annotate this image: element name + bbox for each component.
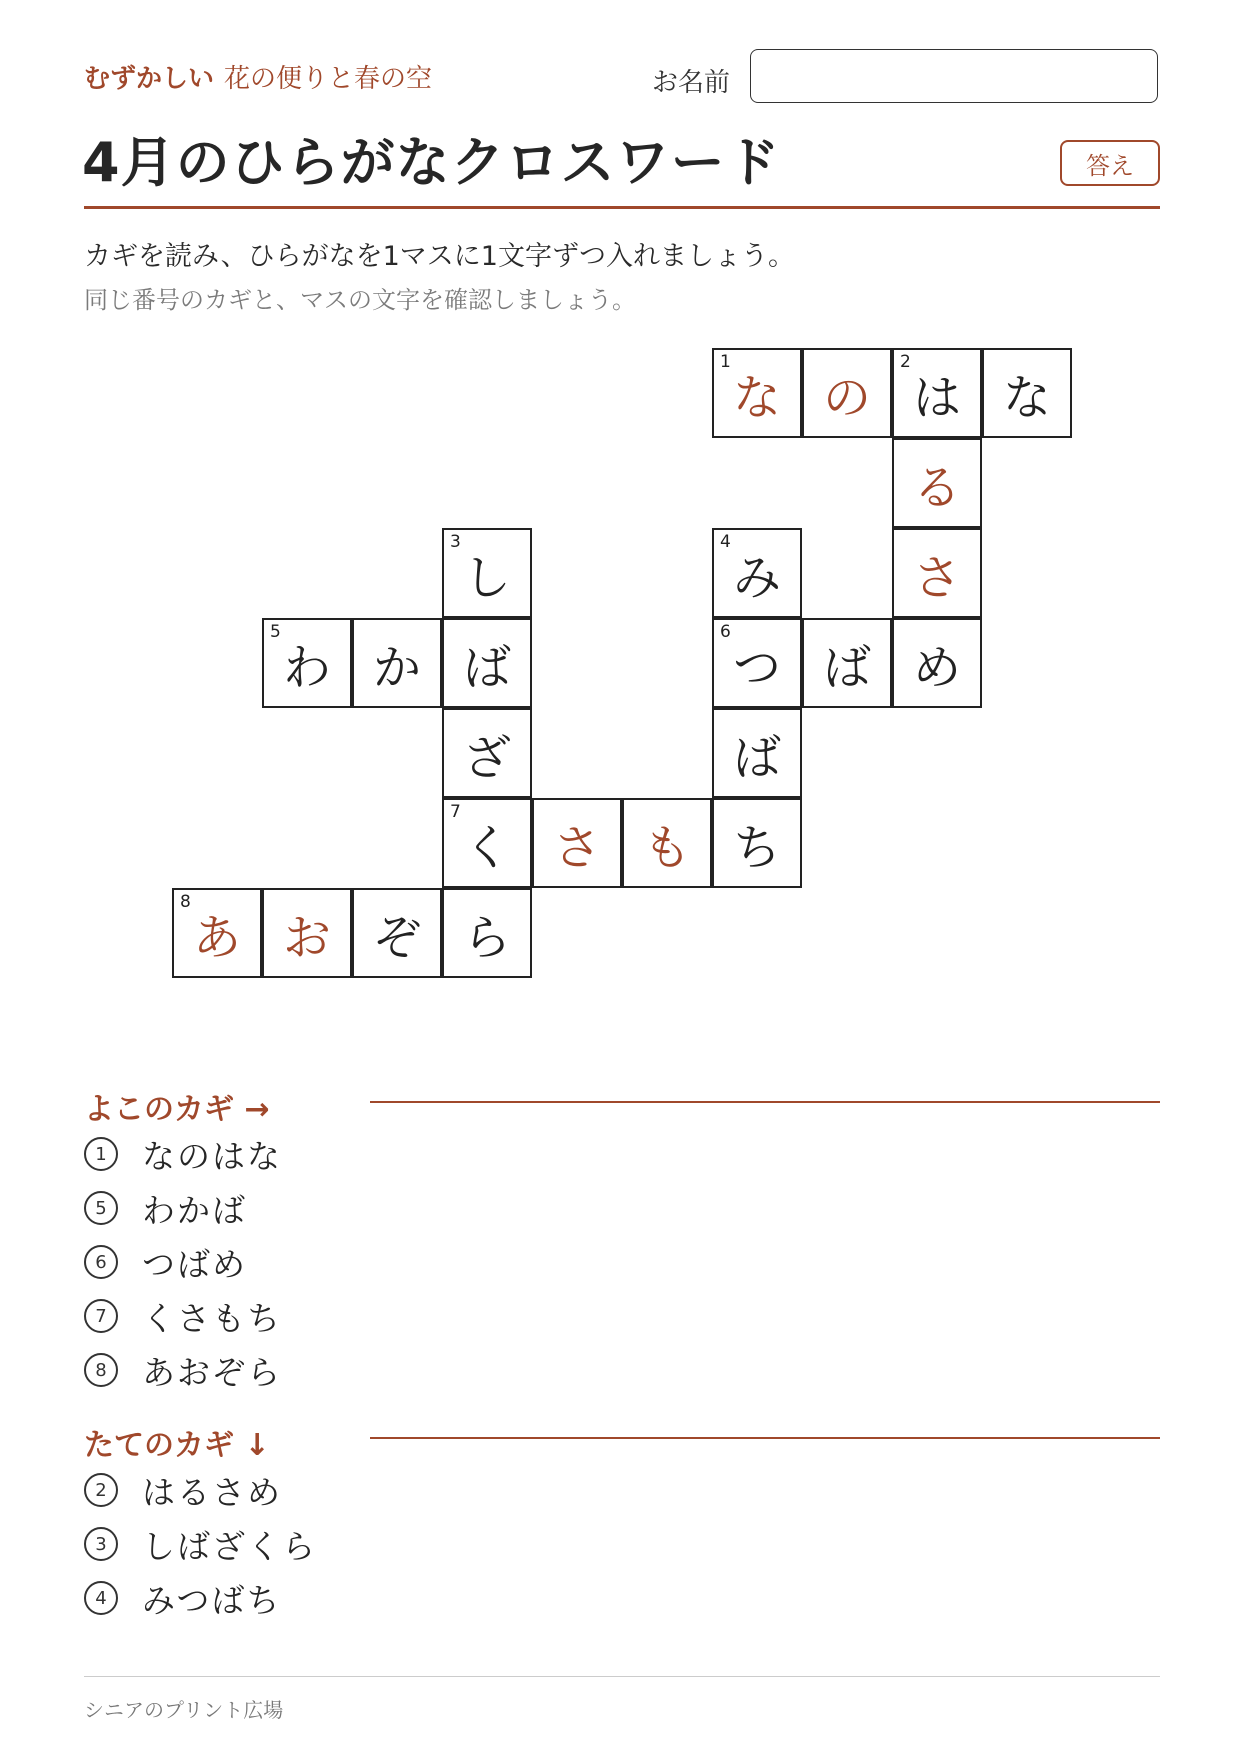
grid-cell[interactable]: [712, 348, 802, 438]
page-title: 4月のひらがなクロスワード: [82, 131, 781, 194]
cell-letter: あ: [192, 909, 241, 966]
cell-letter: ば: [732, 729, 781, 786]
cell-letter: も: [642, 819, 691, 876]
clue-item: [84, 1132, 282, 1176]
grid-cell[interactable]: [262, 888, 352, 978]
cell-letter: ら: [462, 909, 511, 966]
clue-number-badge: 3: [84, 1527, 118, 1561]
across-clues-title: よこのカギ →: [84, 1092, 270, 1127]
clue-item: [84, 1186, 247, 1230]
clue-number: 5: [270, 622, 281, 642]
clue-item: [84, 1522, 317, 1566]
clue-answer: みつばち: [142, 1580, 282, 1620]
cell-letter: み: [732, 549, 781, 606]
grid-cell[interactable]: [892, 348, 982, 438]
cell-letter: る: [912, 459, 961, 516]
cell-letter: ば: [462, 639, 511, 696]
cell-letter: し: [462, 549, 511, 606]
grid-cell[interactable]: [172, 888, 262, 978]
cell-letter: ば: [822, 639, 871, 696]
clue-answer: わかば: [142, 1190, 247, 1230]
across-divider: [370, 1101, 1160, 1103]
clue-number: 3: [450, 532, 461, 552]
clue-answer: はるさめ: [142, 1472, 282, 1512]
footer-divider: [84, 1676, 1160, 1677]
clue-item: [84, 1576, 281, 1620]
grid-cell[interactable]: [892, 618, 982, 708]
grid-cell[interactable]: [442, 798, 532, 888]
grid-cell[interactable]: [892, 438, 982, 528]
grid-cell[interactable]: [442, 618, 532, 708]
grid-cell[interactable]: [442, 528, 532, 618]
clue-number: 1: [720, 352, 731, 372]
cell-letter: ぞ: [372, 909, 421, 966]
grid-cell[interactable]: [442, 708, 532, 798]
cell-letter: く: [462, 819, 511, 876]
clue-item: [84, 1468, 282, 1512]
clue-item: [84, 1240, 247, 1284]
grid-cell[interactable]: [802, 348, 892, 438]
instruction-sub: 同じ番号のカギと、マスの文字を確認しましょう。: [84, 286, 636, 314]
footer-text: シニアのプリント広場: [84, 1698, 284, 1722]
grid-cell[interactable]: [352, 618, 442, 708]
cell-letter: お: [282, 909, 331, 966]
grid-cell[interactable]: [982, 348, 1072, 438]
grid-cell[interactable]: [712, 528, 802, 618]
clue-number-badge: 2: [84, 1473, 118, 1507]
cell-letter: さ: [912, 549, 961, 606]
cell-letter: な: [732, 369, 781, 426]
clue-answer: なのはな: [142, 1136, 282, 1176]
cell-letter: め: [912, 639, 961, 696]
grid-cell[interactable]: [712, 618, 802, 708]
grid-cell[interactable]: [442, 888, 532, 978]
grid-cell[interactable]: [622, 798, 712, 888]
grid-cell[interactable]: [712, 708, 802, 798]
clue-number: 7: [450, 802, 461, 822]
grid-cell[interactable]: [712, 798, 802, 888]
difficulty-label: むずかしい: [84, 64, 215, 94]
clue-number: 4: [720, 532, 731, 552]
clue-number-badge: 6: [84, 1245, 118, 1279]
clue-item: [84, 1294, 282, 1338]
cell-letter: さ: [552, 819, 601, 876]
grid-cell[interactable]: [892, 528, 982, 618]
answer-badge: 答え: [1060, 140, 1160, 186]
clue-answer: あおぞら: [142, 1352, 282, 1392]
name-label: お名前: [652, 68, 731, 98]
theme-label: 花の便りと春の空: [224, 64, 433, 94]
clue-item: [84, 1348, 282, 1392]
clue-number: 2: [900, 352, 911, 372]
grid-cell[interactable]: [532, 798, 622, 888]
grid-cell[interactable]: [802, 618, 892, 708]
clue-answer: つばめ: [142, 1244, 247, 1284]
cell-letter: な: [1002, 369, 1051, 426]
cell-letter: わ: [282, 639, 331, 696]
instruction-main: カギを読み、ひらがなを1マスに1文字ずつ入れましょう。: [84, 241, 795, 272]
clue-number-badge: 1: [84, 1137, 118, 1171]
cell-letter: ち: [732, 819, 781, 876]
down-clues-title: たてのカギ ↓: [84, 1428, 270, 1463]
clue-number-badge: 8: [84, 1353, 118, 1387]
cell-letter: ざ: [462, 729, 511, 786]
cell-letter: は: [912, 369, 961, 426]
clue-number-badge: 4: [84, 1581, 118, 1615]
cell-letter: か: [372, 639, 421, 696]
cell-letter: つ: [732, 639, 781, 696]
clue-number-badge: 5: [84, 1191, 118, 1225]
grid-cell[interactable]: [352, 888, 442, 978]
clue-number-badge: 7: [84, 1299, 118, 1333]
clue-number: 6: [720, 622, 731, 642]
clue-number: 8: [180, 892, 191, 912]
clue-answer: しばざくら: [142, 1526, 317, 1566]
grid-cell[interactable]: [262, 618, 352, 708]
clue-answer: くさもち: [142, 1298, 282, 1338]
down-divider: [370, 1437, 1160, 1439]
cell-letter: の: [822, 369, 871, 426]
